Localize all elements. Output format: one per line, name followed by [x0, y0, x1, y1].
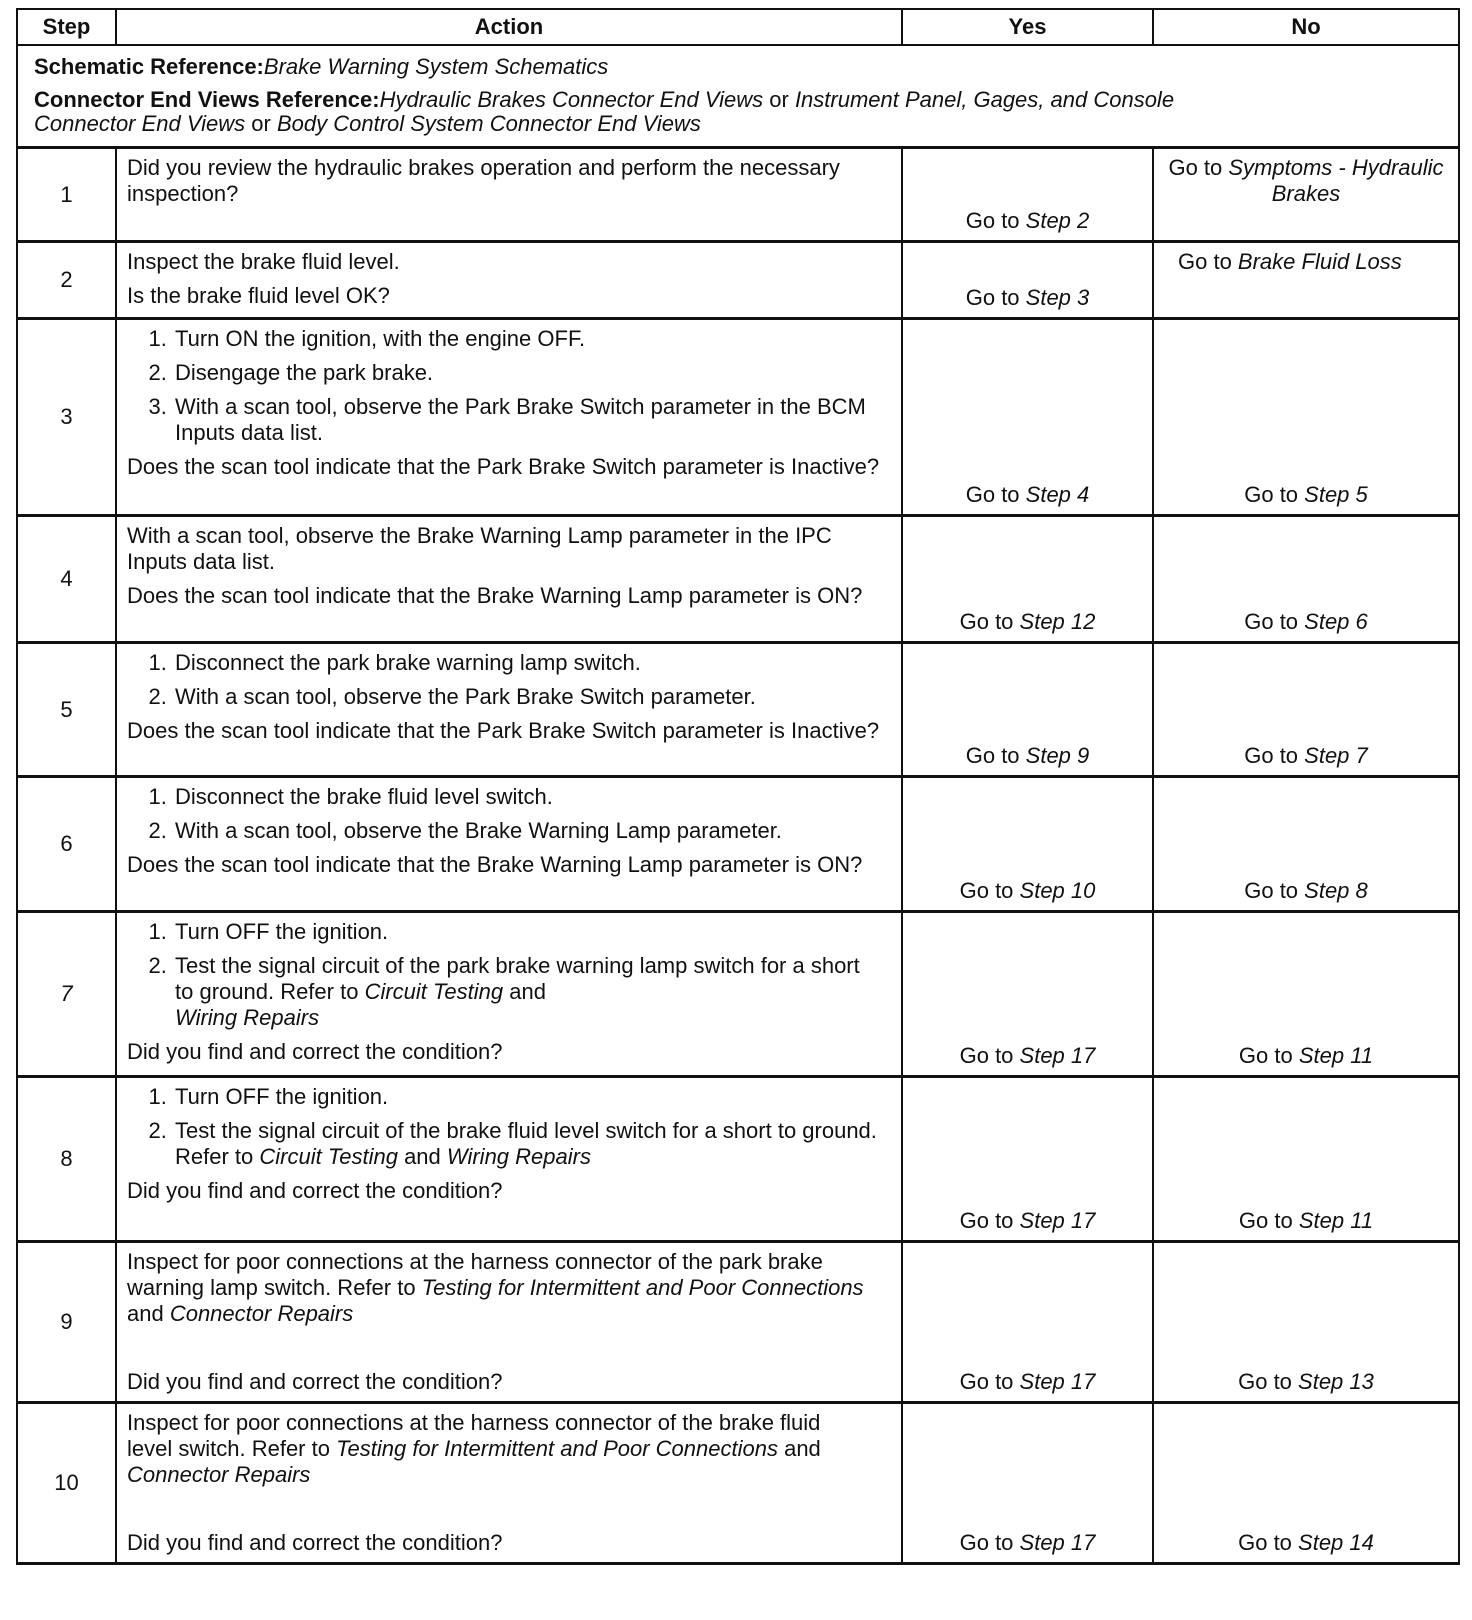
action-step-item: 2. Disengage the park brake.	[173, 360, 891, 386]
action-question: Does the scan tool indicate that the Brake Warning Lamp parameter is ON?	[127, 852, 863, 877]
connector-repairs-link[interactable]: Connector Repairs	[169, 1301, 354, 1326]
action-question: Did you review the hydraulic brakes operation and perform the necessary inspection?	[127, 155, 840, 206]
table-row	[17, 1403, 1459, 1564]
action-intro	[127, 1249, 891, 1327]
yes-link[interactable]: Step 3	[1025, 285, 1090, 310]
action-step-item: 1. Turn OFF the ignition.	[173, 919, 871, 945]
action-question: Is the brake fluid level OK?	[127, 283, 390, 308]
schematic-reference-link[interactable]: Brake Warning System Schematics	[263, 54, 609, 79]
table-row	[17, 319, 1459, 516]
step-number: 10	[17, 1403, 116, 1564]
goto-text: Go to	[965, 743, 1026, 768]
no-cell	[1153, 1403, 1459, 1564]
connector-reference-link-1[interactable]: Hydraulic Brakes Connector End Views	[379, 87, 764, 112]
goto-text: Go to	[959, 609, 1020, 634]
step-number: 2	[17, 242, 116, 319]
connector-reference-link-2[interactable]: Instrument Panel, Gages, and Console Connector End Views	[34, 87, 1175, 136]
no-cell	[1153, 1077, 1459, 1242]
action-step-item: 2. With a scan tool, observe the Park Brake Switch parameter.	[173, 684, 891, 710]
no-link[interactable]: Brake Fluid Loss	[1237, 249, 1402, 274]
no-cell	[1153, 912, 1459, 1077]
action-steps-list	[127, 784, 891, 844]
action-intro-text: Inspect for poor connections at the harness connector of the park brake warning lamp switch. Refer to	[127, 1249, 823, 1300]
table-row	[17, 777, 1459, 912]
header-row	[17, 9, 1459, 45]
action-step-item: 1. Disconnect the park brake warning lamp switch.	[173, 650, 891, 676]
action-step-text: Test the signal circuit of the brake fluid level switch for a short to ground. Refer to	[175, 1118, 877, 1169]
no-cell	[1153, 777, 1459, 912]
action-cell	[116, 1242, 902, 1403]
action-question: Does the scan tool indicate that the Brake Warning Lamp parameter is ON?	[127, 583, 863, 608]
action-cell	[116, 1077, 902, 1242]
no-cell	[1153, 319, 1459, 516]
spacer	[127, 1335, 891, 1369]
no-cell	[1153, 1242, 1459, 1403]
action-step-item: 1. Disconnect the brake fluid level switch.	[173, 784, 891, 810]
action-question: Does the scan tool indicate that the Park Brake Switch parameter is Inactive?	[127, 718, 880, 743]
action-intro: With a scan tool, observe the Brake Warning Lamp parameter in the IPC Inputs data list.	[127, 523, 832, 574]
action-question: Did you find and correct the condition?	[127, 1178, 503, 1203]
step-number: 8	[17, 1077, 116, 1242]
no-cell	[1153, 148, 1459, 242]
yes-cell	[902, 516, 1153, 643]
yes-link[interactable]: Step 4	[1025, 482, 1090, 507]
goto-text: Go to	[959, 1208, 1020, 1233]
table-row	[17, 912, 1459, 1077]
yes-cell	[902, 1077, 1153, 1242]
connector-reference-label: Connector End Views Reference:	[34, 87, 380, 112]
no-link[interactable]: Step 11	[1298, 1043, 1374, 1068]
and-text: and	[503, 979, 546, 1004]
action-intro	[127, 1410, 891, 1488]
yes-cell	[902, 242, 1153, 319]
goto-text: Go to	[959, 1369, 1020, 1394]
yes-link[interactable]: Step 2	[1025, 208, 1090, 233]
no-cell	[1153, 242, 1459, 319]
action-cell	[116, 242, 902, 319]
and-text: and	[397, 1144, 447, 1169]
action-question: Does the scan tool indicate that the Park Brake Switch parameter is Inactive?	[127, 454, 880, 479]
table-row	[17, 1242, 1459, 1403]
step-number: 5	[17, 643, 116, 777]
action-question: Did you find and correct the condition?	[127, 1039, 503, 1064]
connector-reference	[34, 88, 1234, 136]
goto-text: Go to	[965, 482, 1026, 507]
circuit-testing-link[interactable]: Circuit Testing	[259, 1144, 398, 1169]
yes-cell	[902, 912, 1153, 1077]
no-link[interactable]: Step 13	[1298, 1369, 1374, 1394]
yes-cell	[902, 777, 1153, 912]
testing-intermittent-link[interactable]: Testing for Intermittent and Poor Connections	[421, 1275, 864, 1300]
or-text: or	[245, 111, 277, 136]
action-steps-list	[127, 919, 891, 1031]
action-cell	[116, 319, 902, 516]
schematic-reference-label: Schematic Reference:	[34, 54, 264, 79]
goto-text: Go to	[1168, 155, 1229, 180]
goto-text: Go to	[959, 1530, 1020, 1555]
action-step-item: 2. With a scan tool, observe the Brake Warning Lamp parameter.	[173, 818, 891, 844]
step-number: 7	[17, 912, 116, 1077]
no-link[interactable]: Step 6	[1304, 609, 1368, 634]
step-number: 1	[17, 148, 116, 242]
or-text: or	[763, 87, 795, 112]
action-step-item	[173, 1118, 891, 1170]
table-row	[17, 148, 1459, 242]
no-link[interactable]: Step 14	[1298, 1530, 1374, 1555]
no-link[interactable]: Step 5	[1304, 482, 1368, 507]
header-no: No	[1153, 9, 1459, 45]
no-cell	[1153, 516, 1459, 643]
action-cell	[116, 912, 902, 1077]
goto-text: Go to	[1238, 1208, 1299, 1233]
spacer	[127, 1496, 891, 1530]
header-yes: Yes	[902, 9, 1153, 45]
goto-text: Go to	[1244, 743, 1305, 768]
goto-text: Go to	[1244, 609, 1305, 634]
no-link[interactable]: Step 8	[1304, 878, 1368, 903]
goto-text: Go to	[1238, 1530, 1299, 1555]
action-step-item: 1. Turn ON the ignition, with the engine OFF.	[173, 326, 891, 352]
action-step-item: 3. With a scan tool, observe the Park Brake Switch parameter in the BCM Inputs data list.	[173, 394, 891, 446]
action-cell	[116, 1403, 902, 1564]
yes-cell	[902, 148, 1153, 242]
schematic-reference	[34, 54, 1442, 80]
header-step: Step	[17, 9, 116, 45]
goto-text: Go to	[959, 1043, 1020, 1068]
yes-cell	[902, 319, 1153, 516]
wiring-repairs-link[interactable]: Wiring Repairs	[175, 1005, 320, 1030]
reference-cell	[17, 45, 1459, 148]
yes-link[interactable]: Step 10	[1019, 878, 1096, 903]
connector-reference-link-3[interactable]: Body Control System Connector End Views	[276, 111, 701, 136]
no-link[interactable]: Step 7	[1304, 743, 1368, 768]
table-row	[17, 516, 1459, 643]
testing-intermittent-link[interactable]: Testing for Intermittent and Poor Connections	[336, 1436, 778, 1461]
wiring-repairs-link[interactable]: Wiring Repairs	[446, 1144, 591, 1169]
action-question: Did you find and correct the condition?	[127, 1369, 503, 1394]
step-number: 3	[17, 319, 116, 516]
yes-cell	[902, 643, 1153, 777]
no-link[interactable]: Step 11	[1298, 1208, 1374, 1233]
no-cell	[1153, 643, 1459, 777]
action-intro: Inspect the brake fluid level.	[127, 249, 400, 274]
connector-repairs-link[interactable]: Connector Repairs	[127, 1462, 311, 1487]
no-link[interactable]: Symptoms - Hydraulic Brakes	[1228, 155, 1444, 206]
diagnostic-table	[16, 8, 1460, 1565]
yes-link[interactable]: Step 12	[1019, 609, 1096, 634]
yes-link[interactable]: Step 17	[1019, 1530, 1096, 1555]
goto-text: Go to	[1238, 1043, 1299, 1068]
action-steps-list	[127, 650, 891, 710]
yes-link[interactable]: Step 17	[1019, 1369, 1096, 1394]
action-cell	[116, 777, 902, 912]
action-question: Did you find and correct the condition?	[127, 1530, 503, 1555]
step-number: 6	[17, 777, 116, 912]
goto-text: Go to	[1244, 482, 1305, 507]
header-action: Action	[116, 9, 902, 45]
table-row	[17, 643, 1459, 777]
action-steps-list	[127, 1084, 891, 1170]
action-step-text: Test the signal circuit of the park brake warning lamp switch for a short to ground. Refer to	[175, 953, 860, 1004]
goto-text: Go to	[1244, 878, 1305, 903]
yes-link[interactable]: Step 17	[1019, 1208, 1096, 1233]
circuit-testing-link[interactable]: Circuit Testing	[364, 979, 504, 1004]
and-text: and	[127, 1301, 170, 1326]
action-cell	[116, 516, 902, 643]
action-intro-text: Inspect for poor connections at the harness connector of the brake fluid level switch. Refer to	[127, 1410, 821, 1461]
action-step-item	[173, 953, 871, 1031]
reference-row	[17, 45, 1459, 148]
action-cell	[116, 643, 902, 777]
goto-text: Go to	[1238, 1369, 1299, 1394]
yes-link[interactable]: Step 17	[1019, 1043, 1096, 1068]
goto-text: Go to	[1178, 249, 1238, 274]
goto-text: Go to	[965, 208, 1026, 233]
step-number: 9	[17, 1242, 116, 1403]
action-cell	[116, 148, 902, 242]
action-step-item: 1. Turn OFF the ignition.	[173, 1084, 891, 1110]
goto-text: Go to	[959, 878, 1020, 903]
and-text: and	[777, 1436, 821, 1461]
table-row	[17, 1077, 1459, 1242]
goto-text: Go to	[965, 285, 1026, 310]
yes-cell	[902, 1242, 1153, 1403]
action-steps-list	[127, 326, 891, 446]
table-row	[17, 242, 1459, 319]
yes-link[interactable]: Step 9	[1025, 743, 1090, 768]
step-number: 4	[17, 516, 116, 643]
yes-cell	[902, 1403, 1153, 1564]
